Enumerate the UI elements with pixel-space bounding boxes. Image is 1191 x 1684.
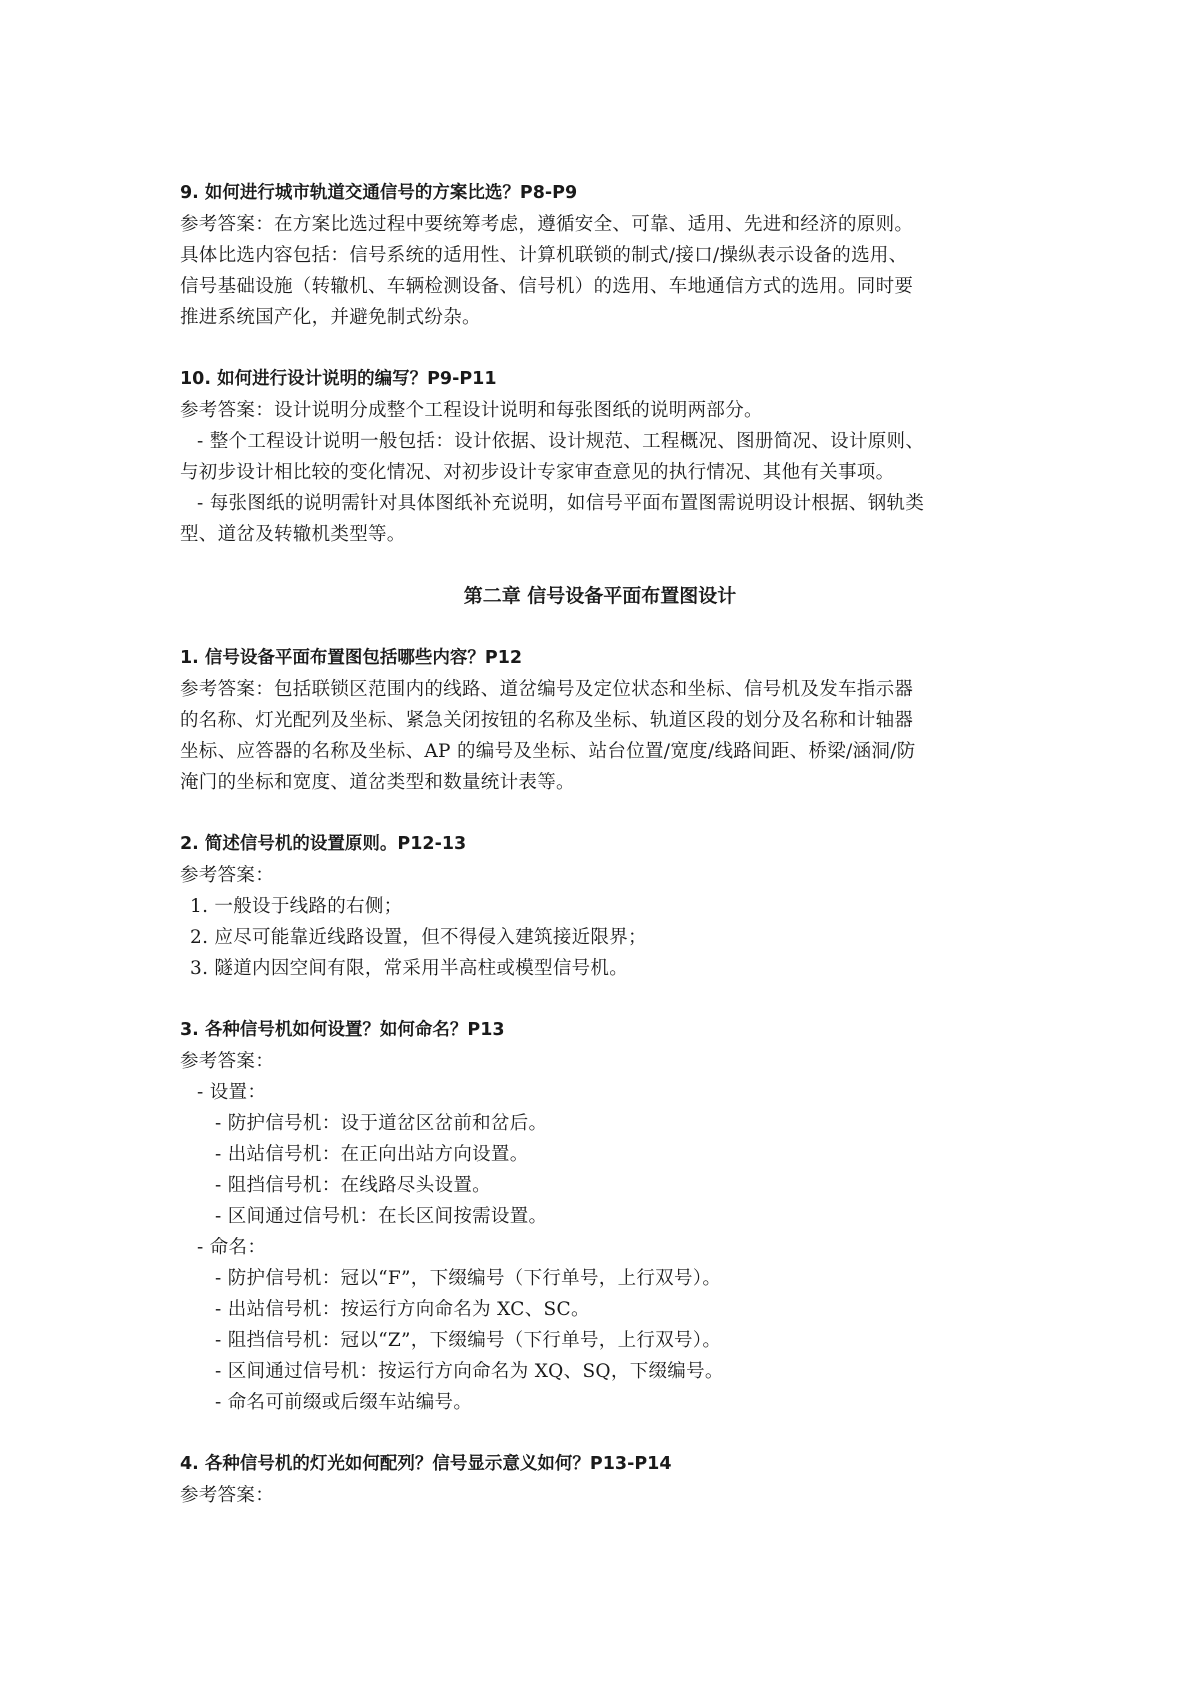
chapter2-question-4-answer-label: 参考答案： [180,1485,275,1506]
chapter2-question-1-answer-line: 坐标、应答器的名称及坐标、AP 的编号及坐标、站台位置/宽度/线路间距、桥梁/涵洞/防 [180,741,916,762]
spacer [180,984,1020,1015]
question-10-answer-line: 型、道岔及转辙机类型等。 [180,524,406,545]
question-9-answer-line: 参考答案：在方案比选过程中要统筹考虑，遵循安全、可靠、适用、先进和经济的原则。 [180,214,914,235]
chapter2-question-3-setup-item: - 防护信号机：设于道岔区岔前和岔后。 [215,1113,548,1134]
chapter2-question-1-answer-line: 参考答案：包括联锁区范围内的线路、道岔编号及定位状态和坐标、信号机及发车指示器 [180,679,914,700]
chapter2-question-3-naming-item: - 阻挡信号机：冠以“Z”，下缀编号（下行单号，上行双号）。 [215,1330,722,1351]
question-10-answer-line: - 每张图纸的说明需针对具体图纸补充说明，如信号平面布置图需说明设计根据、钢轨类 [197,493,925,514]
question-10-answer-line: 参考答案：设计说明分成整个工程设计说明和每张图纸的说明两部分。 [180,400,763,421]
chapter2-question-2-list-item: 2. 应尽可能靠近线路设置，但不得侵入建筑接近限界； [190,927,647,948]
chapter2-question-3-naming-label: - 命名： [197,1237,267,1258]
chapter2-question-3-title: 3. 各种信号机如何设置？如何命名？P13 [180,1020,505,1040]
chapter2-question-4-title: 4. 各种信号机的灯光如何配列？信号显示意义如何？P13-P14 [180,1454,672,1474]
chapter2-question-3-naming-item: - 命名可前缀或后缀车站编号。 [215,1392,473,1413]
spacer [180,550,1020,581]
spacer [180,612,1020,643]
spacer [180,333,1020,364]
chapter2-question-3-naming-item: - 防护信号机：冠以“F”，下缀编号（下行单号，上行双号）。 [215,1268,722,1289]
chapter2-question-2-answer-label: 参考答案： [180,865,275,886]
chapter2-question-2-title: 2. 简述信号机的设置原则。P12-13 [180,834,467,854]
chapter2-question-3-setup-item: - 区间通过信号机：在长区间按需设置。 [215,1206,548,1227]
question-9-answer-line: 具体比选内容包括：信号系统的适用性、计算机联锁的制式/接口/操纵表示设备的选用、 [180,245,908,266]
question-10-answer-line: - 整个工程设计说明一般包括：设计依据、设计规范、工程概况、图册简况、设计原则、 [197,431,925,452]
chapter2-question-3-setup-label: - 设置： [197,1082,267,1103]
chapter2-question-1-answer-line: 淹门的坐标和宽度、道岔类型和数量统计表等。 [180,772,575,793]
question-10-title: 10. 如何进行设计说明的编写？P9-P11 [180,369,497,389]
chapter2-question-1-title: 1. 信号设备平面布置图包括哪些内容？P12 [180,648,523,668]
question-9-answer-line: 推进系统国产化，并避免制式纷杂。 [180,307,481,328]
spacer [180,798,1020,829]
question-9-answer-line: 信号基础设施（转辙机、车辆检测设备、信号机）的选用、车地通信方式的选用。同时要 [180,276,914,297]
chapter2-question-3-setup-item: - 出站信号机：在正向出站方向设置。 [215,1144,529,1165]
chapter2-question-2-list-item: 1. 一般设于线路的右侧； [190,896,403,917]
chapter2-question-1-answer-line: 的名称、灯光配列及坐标、紧急关闭按钮的名称及坐标、轨道区段的划分及名称和计轴器 [180,710,914,731]
chapter2-question-3-answer-label: 参考答案： [180,1051,275,1072]
spacer [180,1418,1020,1449]
question-9-title: 9. 如何进行城市轨道交通信号的方案比选？P8-P9 [180,183,578,203]
chapter2-question-3-naming-item: - 区间通过信号机：按运行方向命名为 XQ、SQ，下缀编号。 [215,1361,724,1382]
chapter-heading: 第二章 信号设备平面布置图设计 [463,585,737,607]
chapter2-question-3-setup-item: - 阻挡信号机：在线路尽头设置。 [215,1175,491,1196]
chapter2-question-2-list-item: 3. 隧道内因空间有限，常采用半高柱或模型信号机。 [190,958,629,979]
page-content [180,178,1020,1511]
chapter2-question-3-naming-item: - 出站信号机：按运行方向命名为 XC、SC。 [215,1299,590,1320]
question-10-answer-line: 与初步设计相比较的变化情况、对初步设计专家审查意见的执行情况、其他有关事项。 [180,462,895,483]
